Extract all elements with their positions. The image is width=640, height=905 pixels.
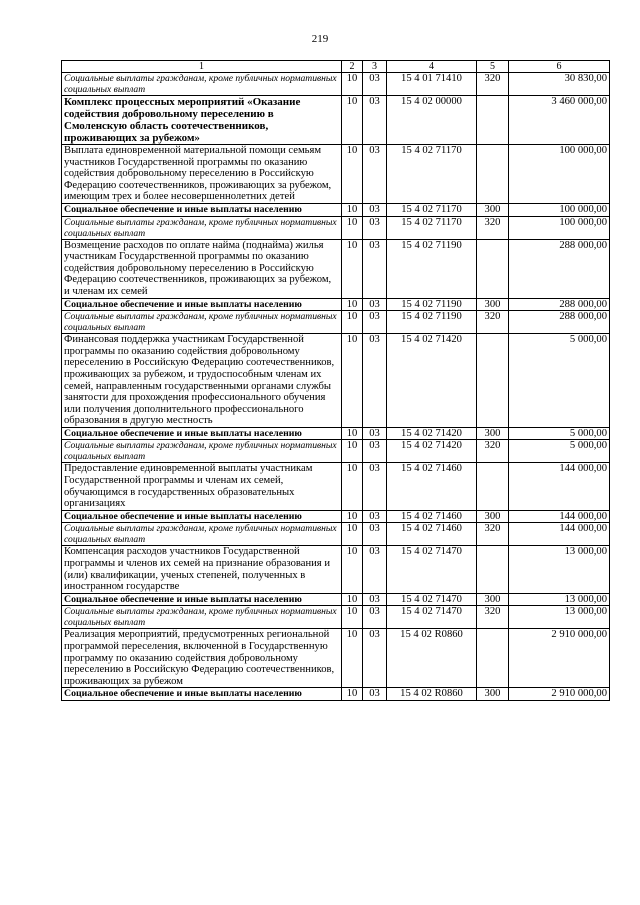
target-article-cell: 15 4 02 71470 <box>387 546 477 593</box>
expense-type-cell: 300 <box>477 510 509 523</box>
amount-cell: 144 000,00 <box>509 523 610 546</box>
section-code-cell: 10 <box>342 298 363 311</box>
expense-type-cell <box>477 239 509 298</box>
amount-cell: 5 000,00 <box>509 334 610 428</box>
column-header: 4 <box>387 61 477 73</box>
row-name-cell: Социальное обеспечение и иные выплаты населению <box>62 203 342 216</box>
subsection-code-cell: 03 <box>363 96 387 145</box>
column-header: 6 <box>509 61 610 73</box>
budget-table <box>61 60 610 701</box>
row-name-cell: Социальные выплаты гражданам, кроме публичных нормативных социальных выплат <box>62 440 342 463</box>
table-row <box>62 523 610 546</box>
table-row <box>62 440 610 463</box>
target-article-cell: 15 4 02 71190 <box>387 298 477 311</box>
table-header-row <box>62 61 610 73</box>
table-row <box>62 546 610 593</box>
amount-cell: 288 000,00 <box>509 239 610 298</box>
table-row <box>62 216 610 239</box>
target-article-cell: 15 4 02 71460 <box>387 523 477 546</box>
table-row <box>62 145 610 204</box>
amount-cell: 13 000,00 <box>509 593 610 606</box>
subsection-code-cell: 03 <box>363 523 387 546</box>
section-code-cell: 10 <box>342 463 363 510</box>
expense-type-cell <box>477 463 509 510</box>
section-code-cell: 10 <box>342 239 363 298</box>
section-code-cell: 10 <box>342 203 363 216</box>
section-code-cell: 10 <box>342 688 363 701</box>
target-article-cell: 15 4 02 71190 <box>387 239 477 298</box>
row-name-cell: Социальное обеспечение и иные выплаты населению <box>62 427 342 440</box>
target-article-cell: 15 4 02 71170 <box>387 145 477 204</box>
expense-type-cell: 320 <box>477 311 509 334</box>
table-row <box>62 427 610 440</box>
amount-cell: 144 000,00 <box>509 463 610 510</box>
subsection-code-cell: 03 <box>363 298 387 311</box>
target-article-cell: 15 4 02 71470 <box>387 606 477 629</box>
subsection-code-cell: 03 <box>363 427 387 440</box>
expense-type-cell: 320 <box>477 73 509 96</box>
section-code-cell: 10 <box>342 546 363 593</box>
table-row <box>62 311 610 334</box>
table-row <box>62 463 610 510</box>
subsection-code-cell: 03 <box>363 463 387 510</box>
table-row <box>62 334 610 428</box>
subsection-code-cell: 03 <box>363 145 387 204</box>
target-article-cell: 15 4 02 71170 <box>387 216 477 239</box>
table-row <box>62 239 610 298</box>
table-row <box>62 298 610 311</box>
row-name-cell: Выплата единовременной материальной помощи семьям участников Государственной программы по оказанию содействия добровольному переселению в Российскую Федерацию соотечественников, проживающих за рубежом, имеющим трех и более несовершеннолетних детей <box>62 145 342 204</box>
section-code-cell: 10 <box>342 73 363 96</box>
expense-type-cell: 300 <box>477 688 509 701</box>
subsection-code-cell: 03 <box>363 688 387 701</box>
row-name-cell: Социальное обеспечение и иные выплаты населению <box>62 593 342 606</box>
column-header: 1 <box>62 61 342 73</box>
table-row <box>62 629 610 688</box>
target-article-cell: 15 4 01 71410 <box>387 73 477 96</box>
target-article-cell: 15 4 02 00000 <box>387 96 477 145</box>
amount-cell: 100 000,00 <box>509 216 610 239</box>
table-row <box>62 203 610 216</box>
target-article-cell: 15 4 02 71460 <box>387 463 477 510</box>
subsection-code-cell: 03 <box>363 440 387 463</box>
expense-type-cell: 320 <box>477 440 509 463</box>
row-name-cell: Социальные выплаты гражданам, кроме публичных нормативных социальных выплат <box>62 73 342 96</box>
amount-cell: 5 000,00 <box>509 440 610 463</box>
expense-type-cell: 300 <box>477 203 509 216</box>
amount-cell: 288 000,00 <box>509 311 610 334</box>
row-name-cell: Социальное обеспечение и иные выплаты населению <box>62 688 342 701</box>
subsection-code-cell: 03 <box>363 606 387 629</box>
section-code-cell: 10 <box>342 593 363 606</box>
row-name-cell: Возмещение расходов по оплате найма (поднайма) жилья участникам Государственной программы по оказанию содействия добровольному переселению в Российскую Федерацию соотечественников, проживающих за рубежом, и членам их семей <box>62 239 342 298</box>
table-row <box>62 73 610 96</box>
row-name-cell: Социальные выплаты гражданам, кроме публичных нормативных социальных выплат <box>62 606 342 629</box>
section-code-cell: 10 <box>342 334 363 428</box>
expense-type-cell: 320 <box>477 216 509 239</box>
section-code-cell: 10 <box>342 510 363 523</box>
subsection-code-cell: 03 <box>363 546 387 593</box>
section-code-cell: 10 <box>342 216 363 239</box>
expense-type-cell <box>477 629 509 688</box>
amount-cell: 144 000,00 <box>509 510 610 523</box>
table-body <box>62 73 610 701</box>
target-article-cell: 15 4 02 71420 <box>387 440 477 463</box>
amount-cell: 100 000,00 <box>509 203 610 216</box>
amount-cell: 13 000,00 <box>509 606 610 629</box>
subsection-code-cell: 03 <box>363 311 387 334</box>
amount-cell: 100 000,00 <box>509 145 610 204</box>
row-name-cell: Социальное обеспечение и иные выплаты населению <box>62 298 342 311</box>
target-article-cell: 15 4 02 71420 <box>387 427 477 440</box>
column-header: 3 <box>363 61 387 73</box>
subsection-code-cell: 03 <box>363 510 387 523</box>
target-article-cell: 15 4 02 R0860 <box>387 688 477 701</box>
row-name-cell: Социальное обеспечение и иные выплаты населению <box>62 510 342 523</box>
row-name-cell: Реализация мероприятий, предусмотренных региональной программой переселения, включенной в Государственную программу по оказанию содействия добровольному переселению в Российскую Федерацию соотечественников, проживающих за рубежом <box>62 629 342 688</box>
expense-type-cell <box>477 96 509 145</box>
subsection-code-cell: 03 <box>363 629 387 688</box>
target-article-cell: 15 4 02 R0860 <box>387 629 477 688</box>
expense-type-cell <box>477 334 509 428</box>
target-article-cell: 15 4 02 71190 <box>387 311 477 334</box>
row-name-cell: Социальные выплаты гражданам, кроме публичных нормативных социальных выплат <box>62 311 342 334</box>
subsection-code-cell: 03 <box>363 239 387 298</box>
column-header: 2 <box>342 61 363 73</box>
page-number: 219 <box>311 33 329 45</box>
section-code-cell: 10 <box>342 145 363 204</box>
row-name-cell: Социальные выплаты гражданам, кроме публичных нормативных социальных выплат <box>62 523 342 546</box>
amount-cell: 5 000,00 <box>509 427 610 440</box>
row-name-cell: Комплекс процессных мероприятий «Оказание содействия добровольному переселению в Смоленскую область соотечественников, проживающих за рубежом» <box>62 96 342 145</box>
amount-cell: 30 830,00 <box>509 73 610 96</box>
expense-type-cell: 320 <box>477 606 509 629</box>
column-header: 5 <box>477 61 509 73</box>
target-article-cell: 15 4 02 71460 <box>387 510 477 523</box>
expense-type-cell <box>477 546 509 593</box>
table-row <box>62 688 610 701</box>
subsection-code-cell: 03 <box>363 203 387 216</box>
amount-cell: 2 910 000,00 <box>509 629 610 688</box>
expense-type-cell: 300 <box>477 298 509 311</box>
target-article-cell: 15 4 02 71470 <box>387 593 477 606</box>
subsection-code-cell: 03 <box>363 73 387 96</box>
section-code-cell: 10 <box>342 629 363 688</box>
subsection-code-cell: 03 <box>363 593 387 606</box>
target-article-cell: 15 4 02 71170 <box>387 203 477 216</box>
section-code-cell: 10 <box>342 427 363 440</box>
subsection-code-cell: 03 <box>363 216 387 239</box>
expense-type-cell: 300 <box>477 427 509 440</box>
amount-cell: 2 910 000,00 <box>509 688 610 701</box>
expense-type-cell <box>477 145 509 204</box>
section-code-cell: 10 <box>342 606 363 629</box>
amount-cell: 3 460 000,00 <box>509 96 610 145</box>
amount-cell: 288 000,00 <box>509 298 610 311</box>
expense-type-cell: 300 <box>477 593 509 606</box>
table-row <box>62 593 610 606</box>
amount-cell: 13 000,00 <box>509 546 610 593</box>
table-row <box>62 510 610 523</box>
target-article-cell: 15 4 02 71420 <box>387 334 477 428</box>
row-name-cell: Финансовая поддержка участникам Государственной программы по оказанию содействия добровольному переселению в Российскую Федерацию соотечественников, проживающих за рубежом, и трудоспособным членам их семей, направленным государственными органами службы занятости для прохождения профессионального обучения или получения дополнительного профессионального образования в другую местность <box>62 334 342 428</box>
row-name-cell: Компенсация расходов участников Государственной программы и членов их семей на признание образования и (или) квалификации, ученых степеней, полученных в иностранном государстве <box>62 546 342 593</box>
expense-type-cell: 320 <box>477 523 509 546</box>
section-code-cell: 10 <box>342 440 363 463</box>
row-name-cell: Предоставление единовременной выплаты участникам Государственной программы и членам их семей, обучающимся в государственных образовательных организациях <box>62 463 342 510</box>
table-row <box>62 96 610 145</box>
section-code-cell: 10 <box>342 96 363 145</box>
row-name-cell: Социальные выплаты гражданам, кроме публичных нормативных социальных выплат <box>62 216 342 239</box>
section-code-cell: 10 <box>342 311 363 334</box>
table-row <box>62 606 610 629</box>
section-code-cell: 10 <box>342 523 363 546</box>
subsection-code-cell: 03 <box>363 334 387 428</box>
